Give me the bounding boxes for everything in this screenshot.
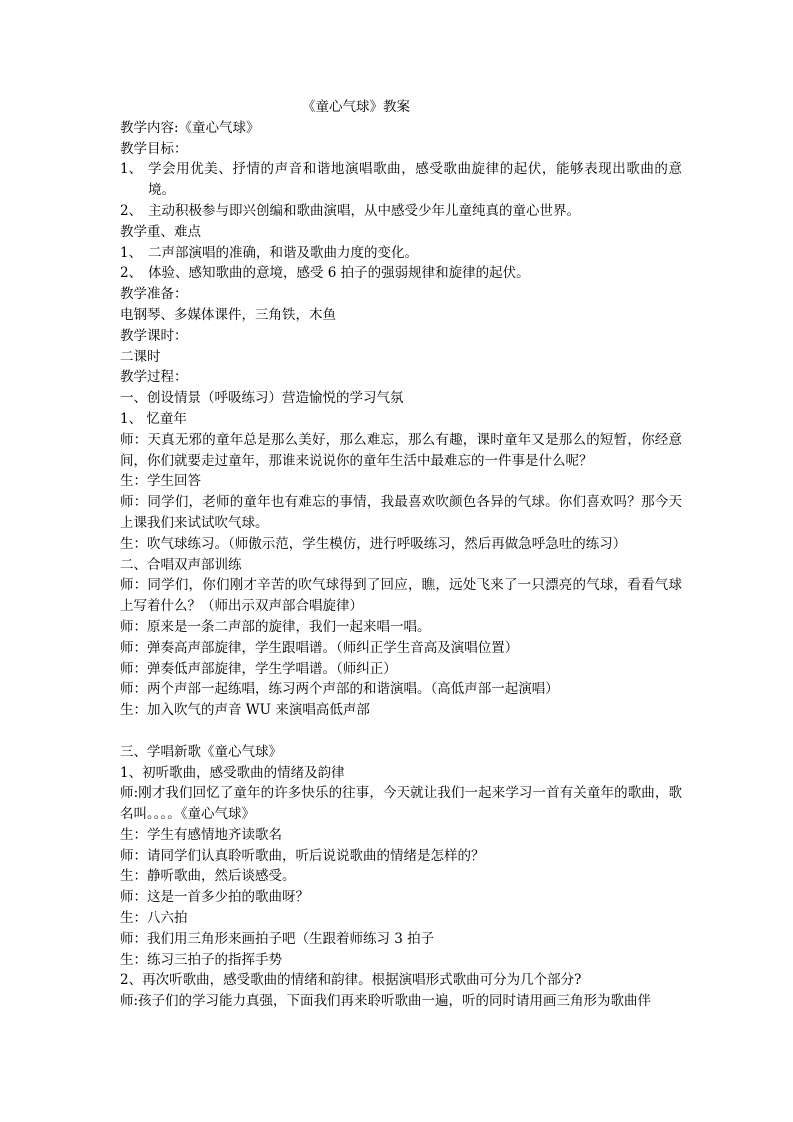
text-line: 师：弹奏低声部旋律，学生学唱谱。（师纠正） — [120, 660, 397, 677]
item-text: 主动积极参与即兴创编和歌曲演唱，从中感受少年儿童纯真的童心世界。 — [148, 202, 580, 219]
paragraph: 师：天真无邪的童年总是那么美好，那么难忘，那么有趣，课时童年又是那么的短暂，你经意间，你们就要走过童年，那谁来说说你的童年生活中最难忘的一件事是什么呢？ — [120, 431, 682, 469]
text-line: 师:孩子们的学习能力真强，下面我们再来聆听歌曲一遍，听的同时请用画三角形为歌曲伴 — [120, 993, 652, 1010]
lesson-section-top — [120, 118, 682, 721]
item-number: 2、 — [120, 265, 143, 282]
text-line: 师：请同学们认真聆听歌曲，听后说说歌曲的情绪是怎样的？ — [120, 847, 485, 864]
text-line: 2、再次听歌曲，感受歌曲的情绪和韵律。根据演唱形式歌曲可分为几个部分? — [120, 972, 582, 989]
item-text: 二声部演唱的准确，和谐及歌曲力度的变化。 — [148, 244, 418, 261]
numbered-item — [120, 243, 682, 264]
text-line: 电钢琴、多媒体课件，三角铁，木鱼 — [120, 306, 336, 323]
document-title: 《童心气球》教案 — [302, 99, 410, 115]
blank-line — [120, 721, 682, 742]
paragraph: 师：同学们，你们刚才辛苦的吹气球得到了回应，瞧，远处飞来了一只漂亮的气球，看看气球上写着什么？（师出示双声部合唱旋律） — [120, 577, 682, 615]
paragraph: 师:刚才我们回忆了童年的许多快乐的往事，今天就让我们一起来学习一首有关童年的歌曲，歌名叫。。。。《童心气球》 — [120, 785, 682, 823]
document-body — [120, 97, 682, 1012]
item-number: 1、 — [120, 244, 143, 261]
text-line: 1、初听歌曲，感受歌曲的情绪及韵律 — [120, 764, 345, 781]
text-line: 生：静听歌曲，然后谈感受。 — [120, 868, 296, 885]
text-line: 教学内容:《童心气球》 — [120, 119, 260, 136]
text-line: 生：学生有感情地齐读歌名 — [120, 826, 282, 843]
text-line: 师：原来是一条二声部的旋律，我们一起来唱一唱。 — [120, 618, 431, 635]
text-line: 生：吹气球练习。（师傲示范，学生模仿，进行呼吸练习，然后再做急呼急吐的练习） — [120, 535, 627, 552]
text-line: 教学课时： — [120, 327, 188, 344]
item-number: 1、 — [120, 161, 143, 178]
text-line: 1、 忆童年 — [120, 410, 187, 427]
text-line: 生：八六拍 — [120, 910, 188, 927]
text-line: 生：练习三拍子的指挥手势 — [120, 951, 282, 968]
item-number: 2、 — [120, 202, 143, 219]
text-line: 生：学生回答 — [120, 473, 201, 490]
paragraph: 师：同学们，老师的童年也有难忘的事情，我最喜欢吹颜色各异的气球。你们喜欢吗？那今天上课我们来试试吹气球。 — [120, 494, 682, 531]
lesson-section-bottom — [120, 742, 682, 1012]
item-text: 体验、感知歌曲的意境，感受 6 拍子的强弱规律和旋律的起伏。 — [148, 265, 530, 282]
text-line: 教学准备： — [120, 286, 188, 303]
text-line: 教学重、难点 — [120, 223, 201, 240]
text-line: 师：两个声部一起练唱，练习两个声部的和谐演唱。（高低声部一起演唱） — [120, 681, 559, 698]
numbered-item — [120, 159, 682, 201]
numbered-item — [120, 263, 682, 284]
text-line: 师：我们用三角形来画拍子吧（生跟着师练习 3 拍子 — [120, 930, 435, 947]
text-line: 三、学唱新歌《童心气球》 — [120, 743, 282, 760]
text-line: 教学过程： — [120, 369, 188, 386]
text-line: 师：这是一首多少拍的歌曲呀？ — [120, 889, 309, 906]
text-line: 生：加入吹气的声音 WU 来演唱高低声部 — [120, 702, 370, 719]
text-line: 二、合唱双声部训练 — [120, 556, 242, 573]
text-line: 二课时 — [120, 348, 161, 365]
text-line: 教学目标： — [120, 140, 188, 157]
numbered-item — [120, 201, 682, 222]
item-text: 学会用优美、抒情的声音和谐地演唱歌曲，感受歌曲旋律的起伏，能够表现出歌曲的意境。 — [148, 161, 682, 199]
text-line: 师：弹奏高声部旋律，学生跟唱谱。（师纠正学生音高及演唱位置） — [120, 639, 519, 656]
text-line: 一、创设情景（呼吸练习）营造愉悦的学习气氛 — [120, 390, 404, 407]
